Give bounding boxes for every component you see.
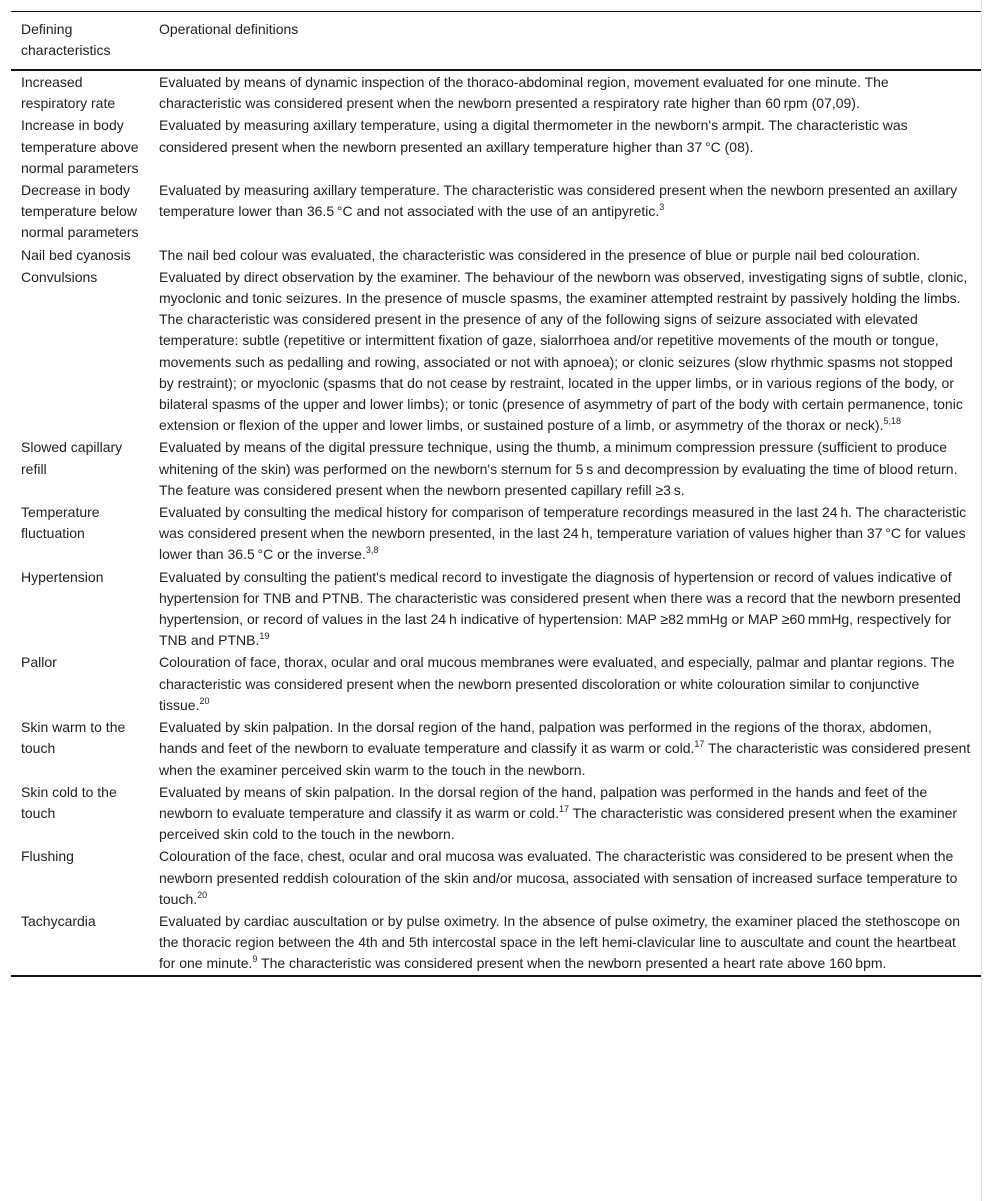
- characteristic-cell: Temperature fluctuation: [21, 504, 100, 542]
- characteristic-cell: Hypertension: [21, 568, 104, 585]
- definition-cell: Colouration of the face, chest, ocular and oral mucosa was evaluated. The characteristic was considered to be present when the newborn presented reddish colouration of the skin and/or mucosa, associated with sensation of increased surface temperature to touch.$^{20}$: [159, 848, 958, 907]
- reference-superscript[interactable]: 3,8: [365, 545, 379, 556]
- characteristic-cell: Skin cold to the touch: [21, 783, 117, 821]
- characteristic-cell: Increase in body temperature above normal parameters: [21, 117, 139, 176]
- table-row: [11, 266, 981, 437]
- table-row: [11, 501, 981, 566]
- table-row: [11, 436, 981, 501]
- definition-cell: Evaluated by consulting the patient's medical record to investigate the diagnosis of hypertension or record of values indicative of hypertension for TNB and PTNB. The characteristic was considered present when there was a record that the newborn presented hypertension, or record of values in the last 24 h indicative of hypertension: MAP ≥82 mmHg or MAP ≥60 mmHg, respectively for TNB and PTNB.$^{19}$: [159, 568, 961, 649]
- definition-cell: Colouration of face, thorax, ocular and oral mucous membranes were evaluated, and especially, palmar and plantar regions. The characteristic was considered present when the newborn presented discoloration or white colouration similar to conjunctive tissue.$^{20}$: [159, 654, 955, 713]
- characteristic-cell: Decrease in body temperature below normal parameters: [21, 182, 139, 241]
- definitions-table: [11, 11, 981, 977]
- characteristic-cell: Flushing: [21, 848, 74, 865]
- definition-cell: The nail bed colour was evaluated, the characteristic was considered in the presence of blue or purple nail bed colouration.: [159, 246, 921, 263]
- table-header-row: [11, 12, 981, 71]
- column-header-definitions: Operational definitions: [159, 21, 299, 37]
- definition-cell: Evaluated by means of dynamic inspection of the thoraco-abdominal region, movement evaluated for one minute. The characteristic was considered present when the newborn presented a respiratory rate higher than 60 rpm (07,09).: [159, 74, 889, 112]
- characteristic-cell: Skin warm to the touch: [21, 719, 126, 757]
- table-row: [11, 114, 981, 179]
- reference-superscript[interactable]: 5,18: [883, 416, 901, 427]
- definition-cell: Evaluated by consulting the medical history for comparison of temperature recordings measured in the last 24 h. The characteristic was considered present when the newborn presented, in the last 24 h, temperature variation of values higher than 37 °C for values lower than 36.5 °C or the inverse.$^{3,8}$: [159, 504, 967, 563]
- table-row: [11, 179, 981, 244]
- table-row: [11, 781, 981, 846]
- reference-superscript[interactable]: 20: [197, 889, 208, 900]
- table-row: [11, 70, 981, 114]
- table-row: [11, 845, 981, 910]
- table-row: [11, 910, 981, 976]
- definition-cell: Evaluated by direct observation by the examiner. The behaviour of the newborn was observed, investigating signs of subtle, clonic, myoclonic and tonic seizures. In the presence of muscle spasms, the examiner attempted restraint by passively holding the limbs. The characteristic was considered present in the presence of any of the following signs of seizure associated with elevated temperature: subtle (repetitive or intermittent fixation of gaze, sialorrhoea and/or repetitive movements of the mouth or tongue, movements such as pedalling and rowing, associated or not with apnoea); or clonic seizures (slow rhythmic spasms not stopped by restraint); or myoclonic (spasms that do not cease by restraint, located in the upper limbs, or in various regions of the body, or bilateral spasms of the upper and lower limbs); or tonic (presence of asymmetry of part of the body with certain permanence, tonic extension or flexion of the upper and lower limbs, or sustained posture of a limb, or asymmetry of the thorax or neck).$^{5,18}$: [159, 268, 968, 434]
- characteristic-cell: Pallor: [21, 654, 57, 671]
- definition-cell: Evaluated by measuring axillary temperature. The characteristic was considered present when the newborn presented an axillary temperature lower than 36.5 °C and not associated with the use of an antipyretic.$^3$: [159, 182, 958, 220]
- column-header-characteristics: Defining characteristics: [21, 21, 111, 58]
- characteristic-cell: Slowed capillary refill: [21, 439, 123, 477]
- reference-superscript[interactable]: 19: [259, 631, 270, 642]
- definition-cell: Evaluated by measuring axillary temperature, using a digital thermometer in the newborn's armpit. The characteristic was considered present when the newborn presented an axillary temperature higher than 37 °C (08).: [159, 117, 908, 155]
- reference-superscript[interactable]: 17: [558, 803, 569, 814]
- reference-superscript[interactable]: 20: [199, 695, 210, 706]
- definition-cell: Evaluated by cardiac auscultation or by pulse oximetry. In the absence of pulse oximetry, the examiner placed the stethoscope on the thoracic region between the 4th and 5th intercostal space in the left hemi-clavicular line to auscultate and count the heartbeat for one minute.$^9$ The characteristic was considered present when the newborn presented a heart rate above 160 bpm.: [159, 912, 961, 972]
- table-row: [11, 566, 981, 652]
- definition-cell: Evaluated by skin palpation. In the dorsal region of the hand, palpation was performed in the regions of the thorax, abdomen, hands and feet of the newborn to evaluate temperature and classify it as warm or cold.$^{17}$ The characteristic was considered present when the examiner perceived skin warm to the touch in the newborn.: [159, 719, 971, 778]
- characteristic-cell: Tachycardia: [21, 912, 96, 929]
- reference-superscript[interactable]: 3: [659, 202, 665, 213]
- definition-cell: Evaluated by means of the digital pressure technique, using the thumb, a minimum compression pressure (sufficient to produce whitening of the skin) was performed on the newborn's sternum for 5 s and decompression by evaluating the time of blood return. The feature was considered present when the newborn presented capillary refill ≥3 s.: [159, 439, 958, 498]
- table-row: [11, 244, 981, 266]
- table-row: [11, 651, 981, 716]
- characteristic-cell: Increased respiratory rate: [21, 74, 116, 112]
- characteristic-cell: Convulsions: [21, 268, 98, 285]
- definition-cell: Evaluated by means of skin palpation. In the dorsal region of the hand, palpation was performed in the hands and feet of the newborn to evaluate temperature and classify it as warm or cold.$^{17}$ The characteristic was considered present when the examiner perceived skin cold to the touch in the newborn.: [159, 783, 958, 843]
- reference-superscript[interactable]: 9: [252, 954, 258, 965]
- table-row: [11, 716, 981, 781]
- reference-superscript[interactable]: 17: [694, 739, 705, 750]
- characteristic-cell: Nail bed cyanosis: [21, 246, 131, 263]
